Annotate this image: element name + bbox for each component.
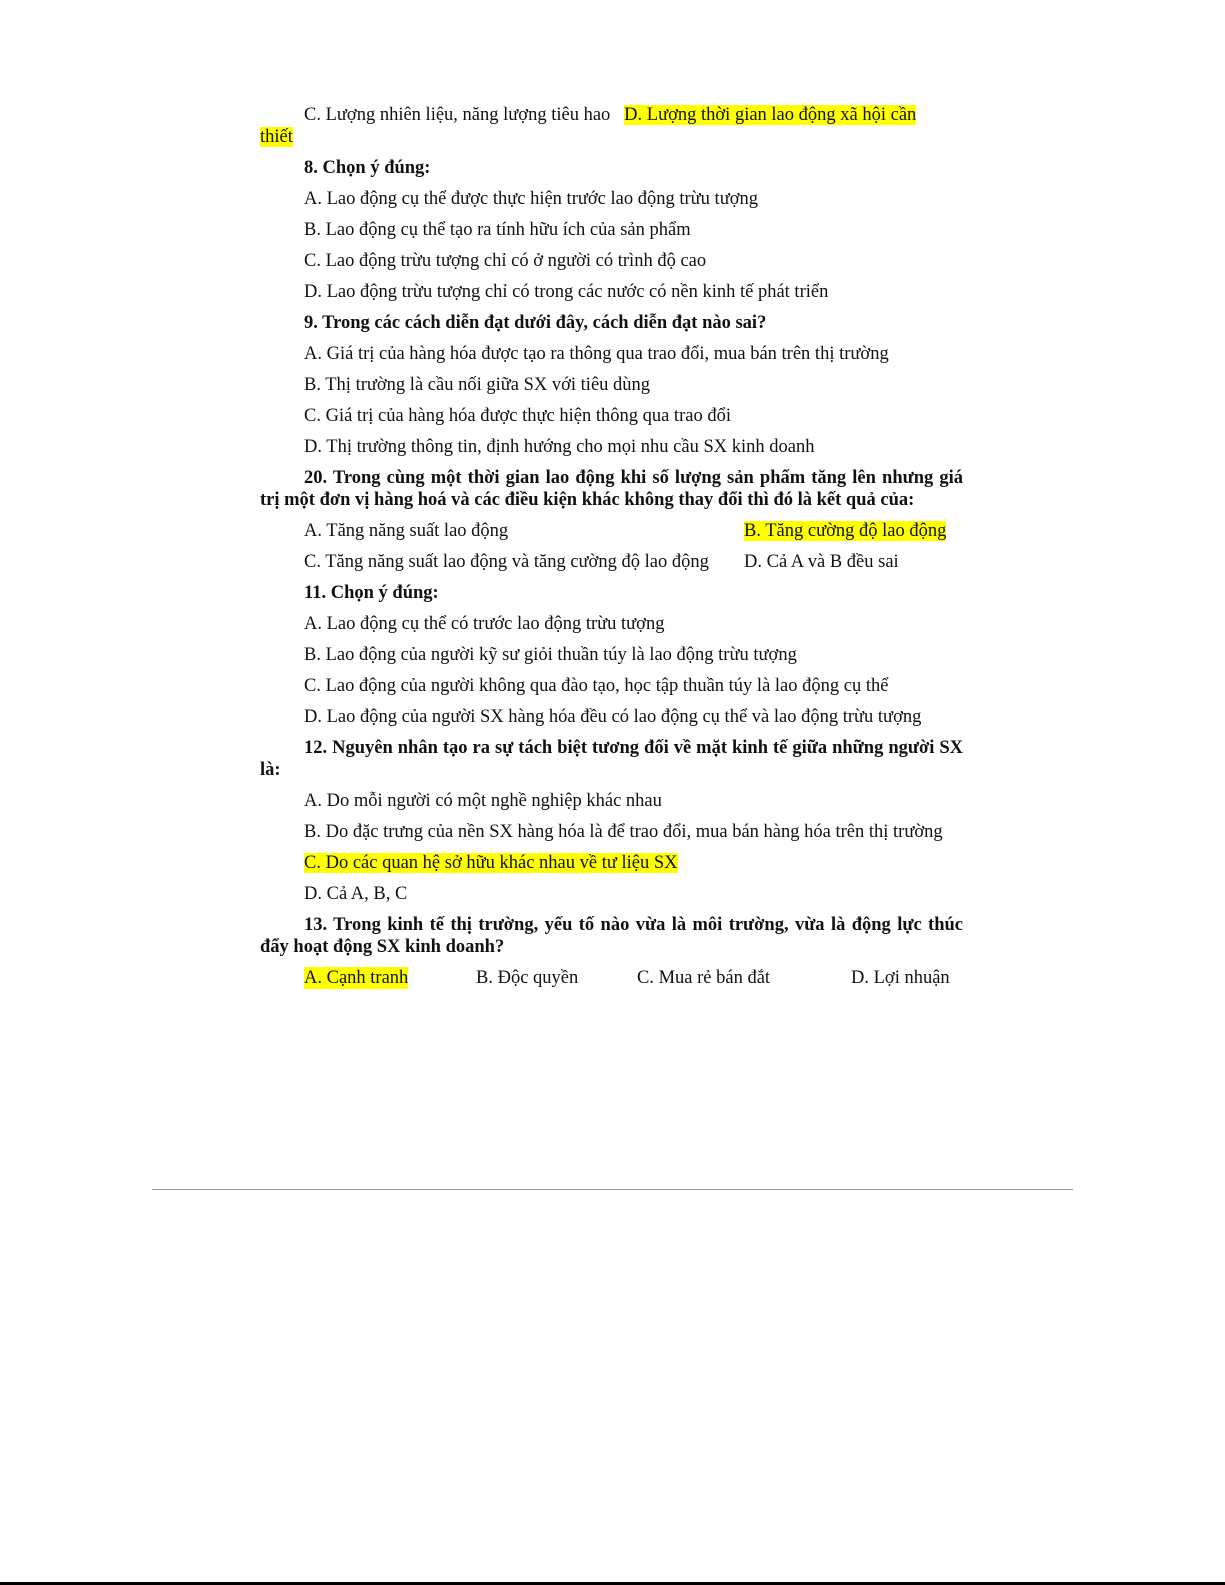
q12-option-b: B. Do đặc trưng của nền SX hàng hóa là để trao đổi, mua bán hàng hóa trên thị trường bbox=[304, 822, 943, 842]
q13-option-c: C. Mua rẻ bán đắt bbox=[637, 968, 771, 988]
q9-title: 9. Trong các cách diễn đạt dưới đây, cách diễn đạt nào sai? bbox=[304, 313, 767, 333]
q12-option-a: A. Do mỗi người có một nghề nghiệp khác nhau bbox=[304, 791, 662, 811]
q9-option-d: D. Thị trường thông tin, định hướng cho mọi nhu cầu SX kinh doanh bbox=[304, 437, 815, 457]
q9-option-c: C. Giá trị của hàng hóa được thực hiện thông qua trao đổi bbox=[304, 406, 731, 426]
q11-option-b: B. Lao động của người kỹ sư giỏi thuần túy là lao động trừu tượng bbox=[304, 645, 797, 665]
q11-option-c: C. Lao động của người không qua đào tạo, học tập thuần túy là lao động cụ thể bbox=[304, 676, 889, 696]
q20-option-a: A. Tăng năng suất lao động bbox=[304, 521, 509, 541]
q11-option-a: A. Lao động cụ thể có trước lao động trừu tượng bbox=[304, 614, 665, 634]
q9-option-a: A. Giá trị của hàng hóa được tạo ra thông qua trao đổi, mua bán trên thị trường bbox=[304, 344, 889, 364]
q20-options-row-2 bbox=[260, 551, 963, 573]
q8-option-b: B. Lao động cụ thể tạo ra tính hữu ích của sản phẩm bbox=[304, 220, 691, 240]
q20-option-d: D. Cả A và B đều sai bbox=[744, 552, 899, 572]
q7-option-d-highlighted: D. Lượng thời gian lao động xã hội cần bbox=[624, 105, 917, 125]
q8-title: 8. Chọn ý đúng: bbox=[304, 158, 431, 178]
q12-option-c-highlighted: C. Do các quan hệ sở hữu khác nhau về tư liệu SX bbox=[304, 853, 678, 873]
q8-option-c: C. Lao động trừu tượng chỉ có ở người có trình độ cao bbox=[304, 251, 707, 271]
q13-title: 13. Trong kinh tế thị trường, yếu tố nào vừa là môi trường, vừa là động lực thúc đẩy hoạt động SX kinh doanh? bbox=[260, 915, 963, 957]
document-page bbox=[260, 104, 963, 998]
q12-option-d: D. Cả A, B, C bbox=[304, 884, 408, 904]
q8-option-d: D. Lao động trừu tượng chỉ có trong các nước có nền kinh tế phát triển bbox=[304, 282, 829, 302]
q8-option-a: A. Lao động cụ thể được thực hiện trước lao động trừu tượng bbox=[304, 189, 759, 209]
q7-option-d-continuation: thiết bbox=[260, 127, 293, 147]
q20-options-row-1 bbox=[260, 520, 963, 542]
page-divider bbox=[152, 1189, 1073, 1190]
q13-options-row bbox=[260, 967, 963, 989]
q12-title: 12. Nguyên nhân tạo ra sự tách biệt tương đối về mặt kinh tế giữa những người SX là: bbox=[260, 738, 963, 780]
q11-title: 11. Chọn ý đúng: bbox=[304, 583, 439, 603]
q20-option-c: C. Tăng năng suất lao động và tăng cường độ lao động bbox=[304, 552, 709, 572]
q7-options-cd bbox=[260, 104, 963, 148]
q20-title: 20. Trong cùng một thời gian lao động khi số lượng sản phẩm tăng lên nhưng giá trị một đơn vị hàng hoá và các điều kiện khác không thay đổi thì đó là kết quả của: bbox=[260, 468, 963, 510]
q13-option-b: B. Độc quyền bbox=[476, 968, 579, 988]
q9-option-b: B. Thị trường là cầu nối giữa SX với tiêu dùng bbox=[304, 375, 651, 395]
q11-option-d: D. Lao động của người SX hàng hóa đều có lao động cụ thể và lao động trừu tượng bbox=[304, 707, 922, 727]
q13-option-d: D. Lợi nhuận bbox=[851, 968, 950, 988]
q7-option-c: C. Lượng nhiên liệu, năng lượng tiêu hao bbox=[304, 105, 611, 125]
q20-option-b-highlighted: B. Tăng cường độ lao động bbox=[744, 521, 947, 541]
q13-option-a-highlighted: A. Cạnh tranh bbox=[304, 968, 409, 988]
